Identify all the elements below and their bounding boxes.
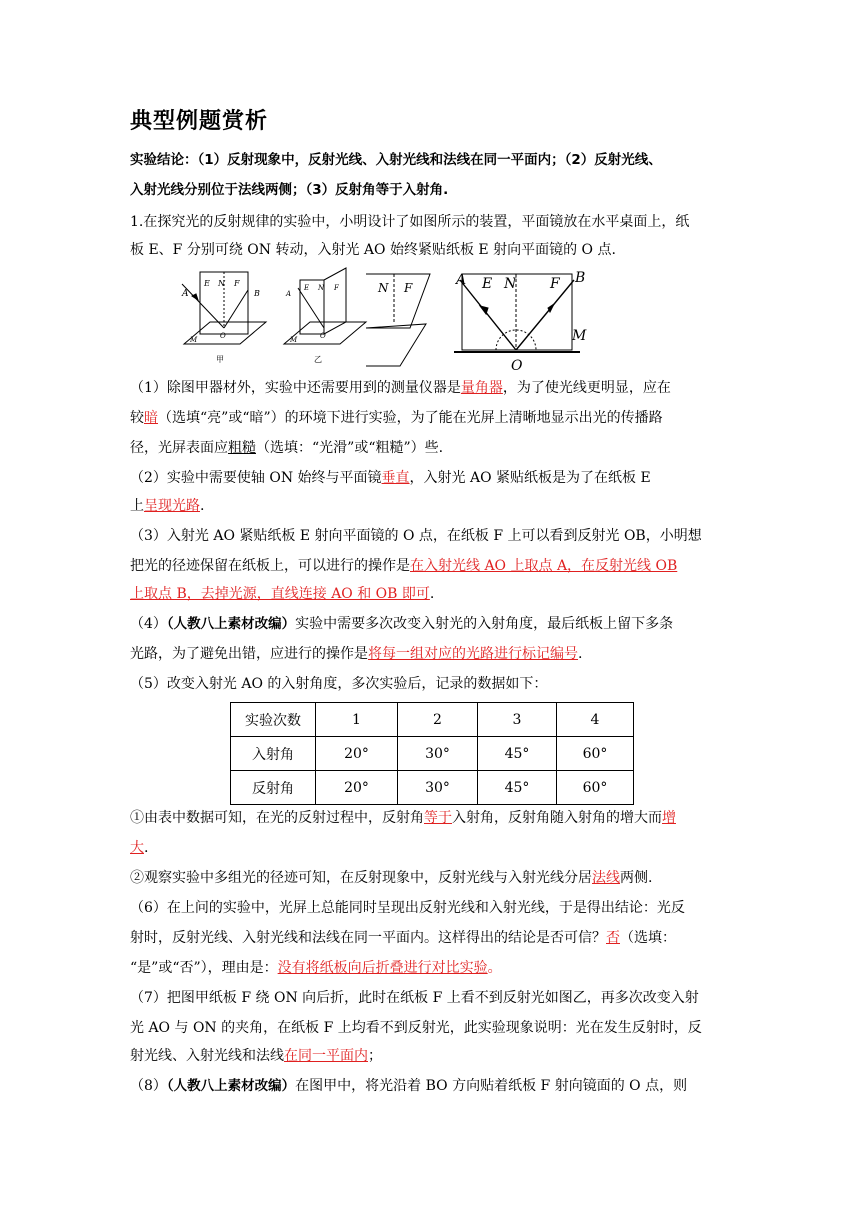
answer-same-plane: 在同一平面内 xyxy=(284,1048,368,1064)
part-1-line-1: （1）除图甲器材外，实验中还需要用到的测量仪器是量角器，为了使光线更明显，应在 xyxy=(130,380,671,396)
answer-increase-1: 增 xyxy=(662,810,676,826)
figure-caption-jia: 甲 xyxy=(216,355,224,364)
table-cell: 45° xyxy=(478,771,557,805)
table-cell: 2 xyxy=(398,703,478,737)
svg-text:N: N xyxy=(378,281,389,295)
part-1-line-3: 径，光屏表面应粗糙（选填：“光滑”或“粗糙”）些. xyxy=(130,440,444,456)
table-cell: 3 xyxy=(478,703,557,737)
part-3-line-2: 把光的径迹保留在纸板上，可以进行的操作是在入射光线 AO 上取点 A，在反射光线 OB xyxy=(130,558,678,574)
svg-text:M: M xyxy=(290,336,298,344)
answer-not-credible: 否 xyxy=(606,930,620,946)
page-title: 典型例题赏析 xyxy=(130,109,269,134)
part-4-line-2: 光路，为了避免出错，应进行的操作是将每一组对应的光路进行标记编号. xyxy=(130,646,583,662)
table-cell: 实验次数 xyxy=(231,703,316,737)
svg-text:A: A xyxy=(286,290,292,298)
figure-label-n: N xyxy=(218,279,225,288)
conclusion-line-2: 入射光线分别位于法线两侧；（3）反射角等于入射角. xyxy=(130,182,449,198)
table-cell: 20° xyxy=(316,771,398,805)
answer-measuring-instrument: 量角器 xyxy=(460,380,503,396)
table-cell: 4 xyxy=(557,703,634,737)
svg-text:B: B xyxy=(575,270,586,286)
part-4-line-1: （4）（人教八上素材改编）实验中需要多次改变入射光的入射角度，最后纸板上留下多条 xyxy=(130,616,674,632)
part-3-line-3: 上取点 B，去掉光源，直线连接 AO 和 OB 即可. xyxy=(130,586,435,602)
figure-folded xyxy=(366,274,430,366)
table-row xyxy=(231,737,634,771)
part-5-intro: （5）改变入射光 AO 的入射角度，多次实验后，记录的数据如下： xyxy=(130,676,548,692)
figure-label-b: B xyxy=(254,289,260,298)
part-5-i-line-2: 大. xyxy=(130,840,149,856)
figure-label-m: M xyxy=(190,336,198,344)
table-cell: 入射角 xyxy=(231,737,316,771)
table-cell: 60° xyxy=(557,737,634,771)
answer-trace-op-1: 在入射光线 AO 上取点 A，在反射光线 OB xyxy=(410,558,678,574)
table-cell: 30° xyxy=(398,737,478,771)
part-5-i-line-1: ①由表中数据可知，在光的反射过程中，反射角等于入射角，反射角随入射角的增大而增 xyxy=(130,810,676,826)
figure-caption-yi: 乙 xyxy=(314,355,322,364)
svg-text:O: O xyxy=(511,358,523,372)
svg-text:F: F xyxy=(404,281,413,295)
table-row xyxy=(231,703,634,737)
part-5-ii-line: ②观察实验中多组光的径迹可知，在反射现象中，反射光线与入射光线分居法线两侧. xyxy=(130,870,653,886)
answer-equal: 等于 xyxy=(424,810,452,826)
svg-text:F: F xyxy=(334,284,339,292)
part-1-line-2: 较暗（选填“亮”或“暗”）的环境下进行实验，为了能在光屏上清晰地显示出光的传播路 xyxy=(130,410,663,426)
answer-environment: 暗 xyxy=(144,410,158,426)
svg-text:O: O xyxy=(320,332,326,340)
answer-normal: 法线 xyxy=(592,870,620,886)
part-6-line-3: “是”或“否”），理由是：没有将纸板向后折叠进行对比实验。 xyxy=(130,960,502,976)
answer-reason: 没有将纸板向后折叠进行对比实验 xyxy=(277,960,488,976)
table-row xyxy=(231,771,634,805)
table-cell: 反射角 xyxy=(231,771,316,805)
svg-text:F: F xyxy=(550,276,560,292)
svg-text:A: A xyxy=(456,272,467,288)
svg-text:E: E xyxy=(304,284,310,292)
answer-screen-surface: 粗糙 xyxy=(228,440,256,456)
svg-text:N: N xyxy=(318,284,325,292)
part-3-line-1: （3）入射光 AO 紧贴纸板 E 射向平面镜的 O 点，在纸板 F 上可以看到反射光 OB，小明想 xyxy=(130,528,702,544)
data-table xyxy=(230,702,634,805)
question-1-line-2: 板 E、F 分别可绕 ON 转动，入射光 AO 始终紧贴纸板 E 射向平面镜的 O 点. xyxy=(130,242,616,258)
figure-label-f: F xyxy=(234,279,240,288)
svg-text:M: M xyxy=(572,328,587,344)
svg-text:N: N xyxy=(504,276,517,292)
answer-perpendicular: 垂直 xyxy=(381,470,410,486)
table-cell: 45° xyxy=(478,737,557,771)
part-2-line-1: （2）实验中需要使轴 ON 始终与平面镜垂直，入射光 AO 紧贴纸板是为了在纸板 E xyxy=(130,470,651,486)
source-tag: （人教八上素材改编） xyxy=(166,1078,296,1094)
part-6-line-1: （6）在上问的实验中，光屏上总能同时呈现出反射光线和入射光线，于是得出结论：光反 xyxy=(130,900,685,916)
table-cell: 1 xyxy=(316,703,398,737)
figure-jia xyxy=(181,272,266,364)
figure-yi xyxy=(284,268,366,364)
part-7-line-1: （7）把图甲纸板 F 绕 ON 向后折，此时在纸板 F 上看不到反射光如图乙，再多次改变入射 xyxy=(130,990,699,1006)
figure-label-o: O xyxy=(220,332,226,340)
conclusion-line-1: 实验结论：（1）反射现象中，反射光线、入射光线和法线在同一平面内；（2）反射光线、 xyxy=(130,152,662,168)
answer-trace-op-2: 上取点 B，去掉光源，直线连接 AO 和 OB 即可 xyxy=(130,586,430,602)
answer-label-paths: 将每一组对应的光路进行标记编号 xyxy=(368,646,578,662)
part-7-line-3: 射光线、入射光线和法线在同一平面内； xyxy=(130,1048,382,1064)
source-tag: （人教八上素材改编） xyxy=(166,616,296,632)
table-cell: 30° xyxy=(398,771,478,805)
part-8-line-1: （8）（人教八上素材改编）在图甲中，将光沿着 BO 方向贴着纸板 F 射向镜面的 O 点，则 xyxy=(130,1078,688,1094)
figure-closeup xyxy=(454,270,587,372)
answer-increase-2: 大 xyxy=(130,840,144,856)
experiment-figures xyxy=(170,266,590,372)
figure-label-e: E xyxy=(204,279,210,288)
question-1-line-1: 1.在探究光的反射规律的实验中，小明设计了如图所示的装置，平面镜放在水平桌面上，纸 xyxy=(130,214,690,230)
table-cell: 20° xyxy=(316,737,398,771)
table-cell: 60° xyxy=(557,771,634,805)
figure-label-a: A xyxy=(182,289,189,299)
part-6-line-2: 射时，反射光线、入射光线和法线在同一平面内。这样得出的结论是否可信？否（选填： xyxy=(130,930,676,946)
answer-show-path: 呈现光路 xyxy=(144,498,200,514)
part-7-line-2: 光 AO 与 ON 的夹角，在纸板 F 上均看不到反射光，此实验现象说明：光在发生反射时，反 xyxy=(130,1020,702,1036)
part-2-line-2: 上呈现光路. xyxy=(130,498,205,514)
svg-text:E: E xyxy=(482,276,493,292)
